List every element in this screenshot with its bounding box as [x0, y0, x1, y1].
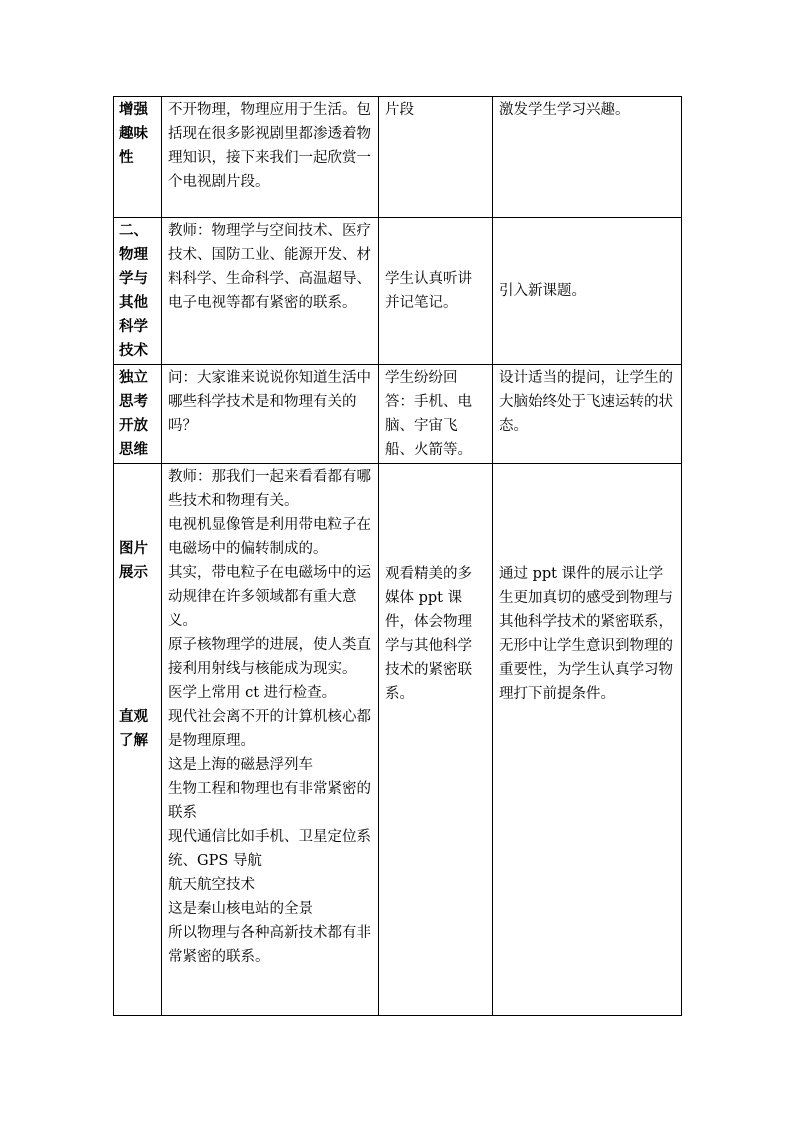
teacher-line: 所以物理与各种高新技术都有非常紧密的联系。 [168, 925, 371, 965]
stage-cell: 独立思考开放思维 [114, 365, 162, 464]
teacher-line: 这是上海的磁悬浮列车 [168, 757, 313, 773]
table-row [114, 365, 682, 464]
design-intent-cell: 引入新课题。 [493, 218, 682, 365]
teacher-activity-cell: 问：大家谁来说说你知道生活中哪些科学技术是和物理有关的吗？ [162, 365, 379, 464]
stage-cell: 增强趣味性 [114, 97, 162, 218]
stage-cell [114, 464, 162, 1016]
design-intent-cell: 设计适当的提问，让学生的大脑始终处于飞速运转的状态。 [493, 365, 682, 464]
teacher-line: 电视机显像管是利用带电粒子在电磁场中的偏转制成的。 [168, 517, 371, 557]
teacher-line: 教师：那我们一起来看看都有哪些技术和物理有关。 [168, 469, 371, 509]
student-activity-cell: 观看精美的多媒体 ppt 课件，体会物理学与其他科学技术的紧密联系。 [379, 464, 493, 1016]
teacher-line: 原子核物理学的进展，使人类直接利用射线与核能成为现实。 [168, 637, 371, 677]
student-activity-cell: 学生纷纷回答：手机、电脑、宇宙飞船、火箭等。 [379, 365, 493, 464]
table-row [114, 97, 682, 218]
design-intent-cell: 通过 ppt 课件的展示让学生更加真切的感受到物理与其他科学技术的紧密联系，无形中让学生意识到物理的重要性，为学生认真学习物理打下前提条件。 [493, 464, 682, 1016]
lesson-plan-table [113, 96, 682, 1016]
design-intent-cell: 激发学生学习兴趣。 [493, 97, 682, 218]
teacher-line: 现代通信比如手机、卫星定位系统、GPS 导航 [168, 829, 371, 869]
teacher-line: 其实，带电粒子在电磁场中的运动规律在许多领域都有重大意义。 [168, 565, 371, 629]
teacher-line: 这是秦山核电站的全景 [168, 901, 313, 917]
teacher-line: 医学上常用 ct 进行检查。 [168, 685, 337, 701]
table-row [114, 218, 682, 365]
student-activity-cell: 学生认真听讲并记笔记。 [379, 218, 493, 365]
table-row [114, 464, 682, 1016]
teacher-activity-cell: 教师：物理学与空间技术、医疗技术、国防工业、能源开发、材料科学、生命科学、高温超导、电子电视等都有紧密的联系。 [162, 218, 379, 365]
stage-cell: 二、物理学与其他科学技术 [114, 218, 162, 365]
teacher-line: 生物工程和物理也有非常紧密的联系 [168, 781, 371, 821]
stage-label-intuitive-understanding: 直观了解 [119, 708, 148, 749]
student-activity-cell: 片段 [379, 97, 493, 218]
teacher-line: 现代社会离不开的计算机核心都是物理原理。 [168, 709, 371, 749]
teacher-activity-cell [162, 464, 379, 1016]
teacher-line: 航天航空技术 [168, 877, 255, 893]
stage-label-picture-display: 图片展示 [119, 540, 148, 581]
teacher-activity-cell: 不开物理，物理应用于生活。包括现在很多影视剧里都渗透着物理知识，接下来我们一起欣赏一个电视剧片段。 [162, 97, 379, 218]
